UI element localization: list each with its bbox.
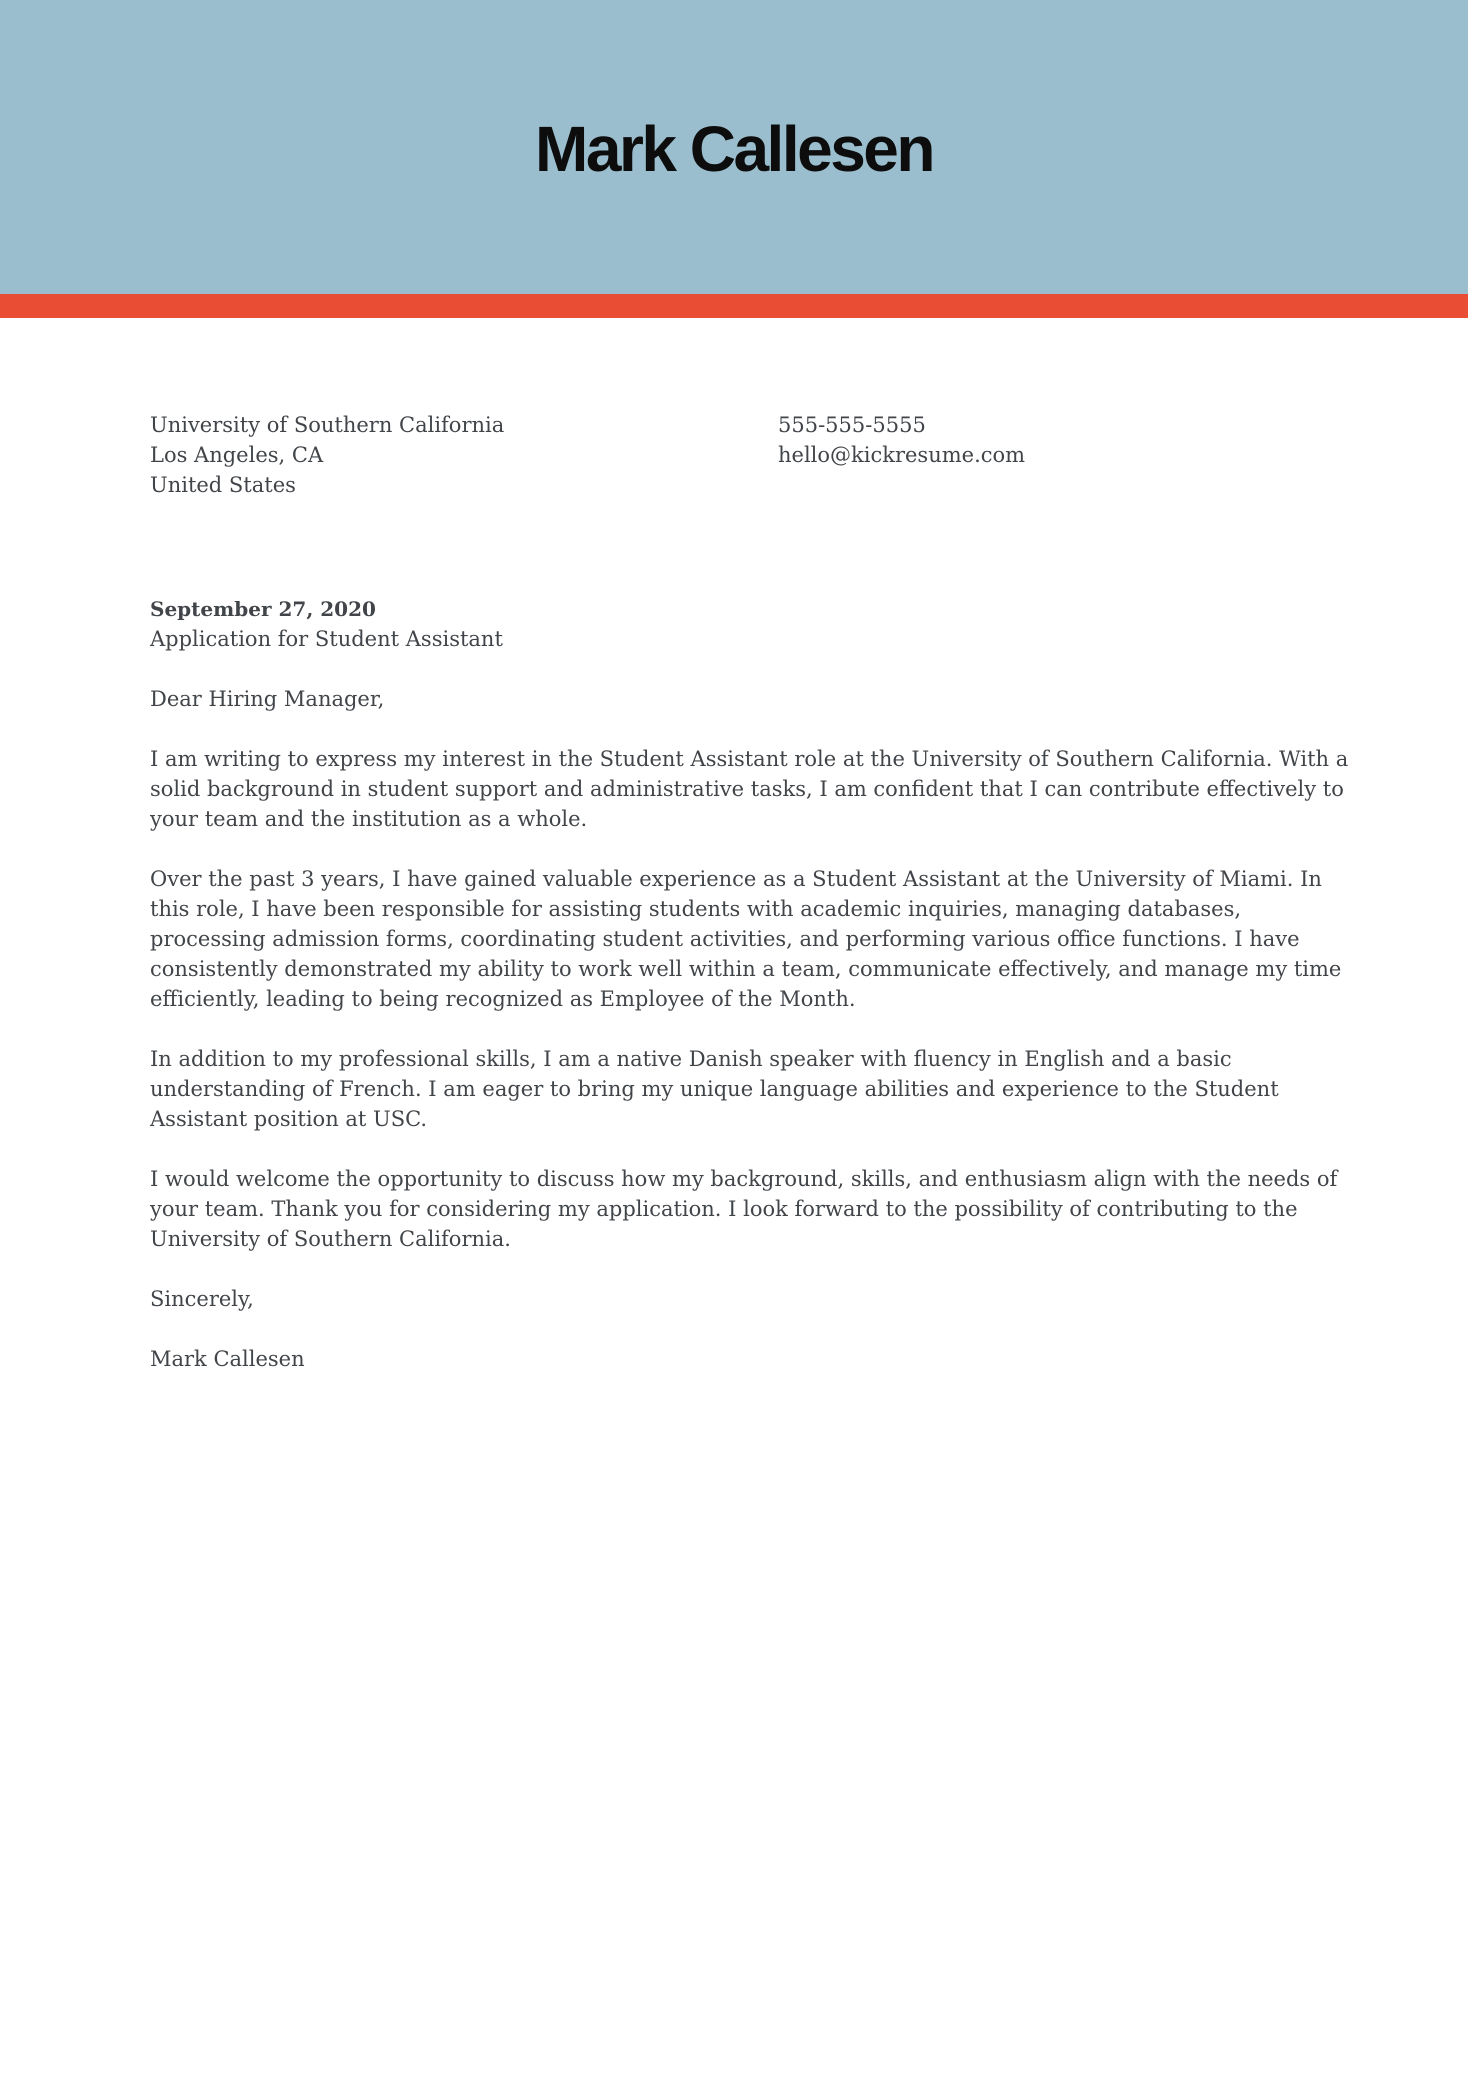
contact-block — [150, 410, 1355, 500]
contact-details-column — [778, 410, 1355, 500]
contact-email: hello@kickresume.com — [778, 443, 1026, 467]
letter-subject: Application for Student Assistant — [150, 627, 503, 651]
page-title: Mark Callesen — [535, 113, 933, 185]
letter-signature: Mark Callesen — [150, 1347, 305, 1371]
letter-paragraph-1: I am writing to express my interest in the Student Assistant role at the University of Southern California. With a solid background in student support and administrative tasks, I am confident that I can contribute effectively to your team and the institution as a whole. — [150, 747, 1349, 831]
letter-paragraph-3: In addition to my professional skills, I am a native Danish speaker with fluency in English and a basic understanding of French. I am eager to bring my unique language abilities and experience to the Student Assistant position at USC. — [150, 1047, 1279, 1131]
letter-date: September 27, 2020 — [150, 597, 376, 621]
contact-phone: 555-555-5555 — [778, 413, 926, 437]
contact-address-column — [150, 410, 778, 500]
letter-content — [150, 410, 1355, 1374]
letter-salutation: Dear Hiring Manager, — [150, 687, 385, 711]
contact-country: United States — [150, 473, 296, 497]
letter-body — [150, 594, 1355, 1374]
header-band — [0, 0, 1468, 294]
letter-closing: Sincerely, — [150, 1287, 254, 1311]
letter-paragraph-2: Over the past 3 years, I have gained valuable experience as a Student Assistant at the University of Miami. In this role, I have been responsible for assisting students with academic inquiries, managing databases, processing admission forms, coordinating student activities, and performing various office functions. I have consistently demonstrated my ability to work well within a team, communicate effectively, and manage my time efficiently, leading to being recognized as Employee of the Month. — [150, 867, 1342, 1011]
letter-paragraph-4: I would welcome the opportunity to discuss how my background, skills, and enthusiasm align with the needs of your team. Thank you for considering my application. I look forward to the possibility of contributing to the University of Southern California. — [150, 1167, 1338, 1251]
contact-city: Los Angeles, CA — [150, 443, 324, 467]
contact-organization: University of Southern California — [150, 413, 505, 437]
accent-divider-bar — [0, 294, 1468, 318]
